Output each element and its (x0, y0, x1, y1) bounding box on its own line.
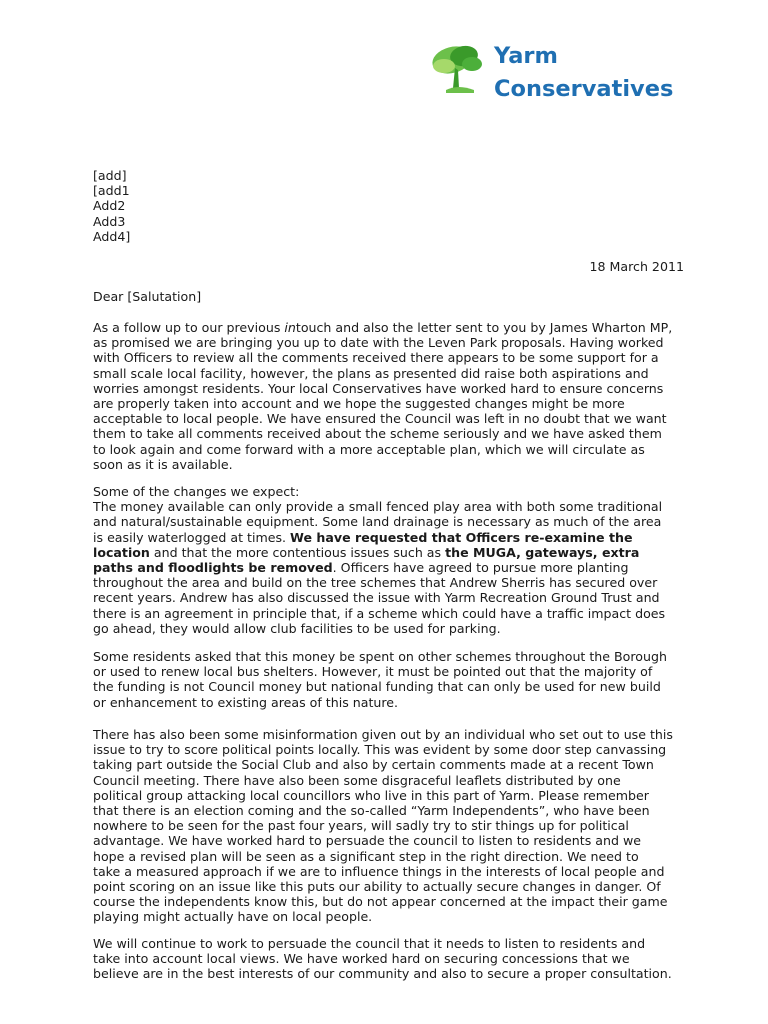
paragraph-2 (93, 484, 693, 636)
address-line: [add] (93, 168, 127, 183)
text-line: or enhancement to existing areas of this nature. (93, 694, 399, 710)
text-line: We will continue to work to persuade the council that it needs to listen to residents and (93, 936, 646, 951)
text-line: playing might actually have on local people. (93, 909, 373, 925)
paragraph-4 (93, 727, 693, 925)
text-line: believe are in the best interests of our community and also to secure a proper consultation. (93, 966, 672, 982)
text-line: with Officers to review all the comments received there appears to be some support for a (93, 350, 659, 366)
tree-logo-icon (428, 38, 490, 98)
text-line: Council meeting. There have also been some disgraceful leaflets distributed by one (93, 772, 621, 788)
organisation-name (494, 40, 673, 106)
org-line-1: Yarm (494, 43, 558, 69)
text-line: taking part outside the Social Club and also by certain comments made at a recent Town (93, 757, 654, 773)
text-line: recent years. Andrew has also discussed the issue with Yarm Recreation Ground Trust and (93, 590, 660, 606)
text-line: take a measured approach if we are to influence things in the interests of local people and (93, 863, 665, 879)
text-line: paths and floodlights be removed. Officers have agreed to pursue more planting (93, 560, 629, 576)
text-line: As a follow up to our previous intouch and also the letter sent to you by James Wharton MP, (93, 320, 673, 335)
text-line: point scoring on an issue like this puts our ability to actually secure changes in danger. Of (93, 879, 661, 895)
text-line: are properly taken into account and we hope the suggested changes might be more (93, 396, 625, 412)
text-line: nowhere to be seen for the past four years, will sadly try to stir things up for political (93, 818, 629, 834)
text-line: course the independents know this, but do not appear concerned at the impact their game (93, 894, 668, 910)
text-line: throughout the area and build on the tree schemes that Andrew Sherris has secured over (93, 575, 658, 591)
text-line: as promised we are bringing you up to date with the Leven Park proposals. Having worked (93, 335, 664, 351)
text-line: small scale local facility, however, the plans as presented did raise both aspirations and (93, 365, 649, 381)
paragraph-3 (93, 649, 693, 710)
text-line: to look again and come forward with a more acceptable plan, which we will circulate as (93, 441, 645, 457)
text-line: and natural/sustainable equipment. Some land drainage is necessary as much of the area (93, 514, 662, 530)
text-line: is easily waterlogged at times. We have requested that Officers re-examine the (93, 529, 633, 545)
address-line: Add2 (93, 198, 126, 214)
text-line: the funding is not Council money but national funding that can only be used for new build (93, 679, 661, 695)
text-line: There has also been some misinformation given out by an individual who set out to use this (93, 727, 673, 742)
address-line: [add1 (93, 183, 130, 199)
salutation: Dear [Salutation] (93, 289, 202, 304)
text-line: advantage. We have worked hard to persuade the council to listen to residents and we (93, 833, 642, 849)
text-line: or used to renew local bus shelters. However, it must be pointed out that the majority of (93, 664, 653, 680)
org-line-2: Conservatives (494, 76, 674, 102)
text-line: soon as it is available. (93, 456, 233, 472)
paragraph-5 (93, 936, 693, 982)
text-line: that there is an election coming and the so-called “Yarm Independents”, who have been (93, 803, 650, 819)
text-line: Some residents asked that this money be spent on other schemes throughout the Borough (93, 649, 667, 664)
text-line: there is an agreement in principle that, if a scheme which could have a traffic impact does (93, 605, 666, 621)
text-line: hope a revised plan will be seen as a significant step in the right direction. We need to (93, 848, 639, 864)
text-line: take into account local views. We have worked hard on securing concessions that we (93, 951, 630, 967)
paragraph-1 (93, 320, 693, 472)
text-line: The money available can only provide a small fenced play area with both some traditional (93, 499, 663, 515)
text-line: Some of the changes we expect: (93, 484, 300, 499)
text-line: go ahead, they would allow club facilities to be used for parking. (93, 620, 501, 636)
text-line: acceptable to local people. We have ensured the Council was left in no doubt that we want (93, 411, 667, 427)
text-line: location and that the more contentious issues such as the MUGA, gateways, extra (93, 544, 640, 560)
letter-date: 18 March 2011 (589, 259, 684, 274)
address-line: Add4] (93, 228, 131, 244)
address-line: Add3 (93, 213, 126, 229)
recipient-address (93, 168, 693, 244)
text-line: issue to try to score political points locally. This was evident by some door step canvassing (93, 742, 667, 758)
text-line: them to take all comments received about the scheme seriously and we have asked them (93, 426, 662, 442)
text-line: worries amongst residents. Your local Conservatives have worked hard to ensure concerns (93, 380, 664, 396)
text-line: political group attacking local councillors who live in this part of Yarm. Please remember (93, 787, 649, 803)
